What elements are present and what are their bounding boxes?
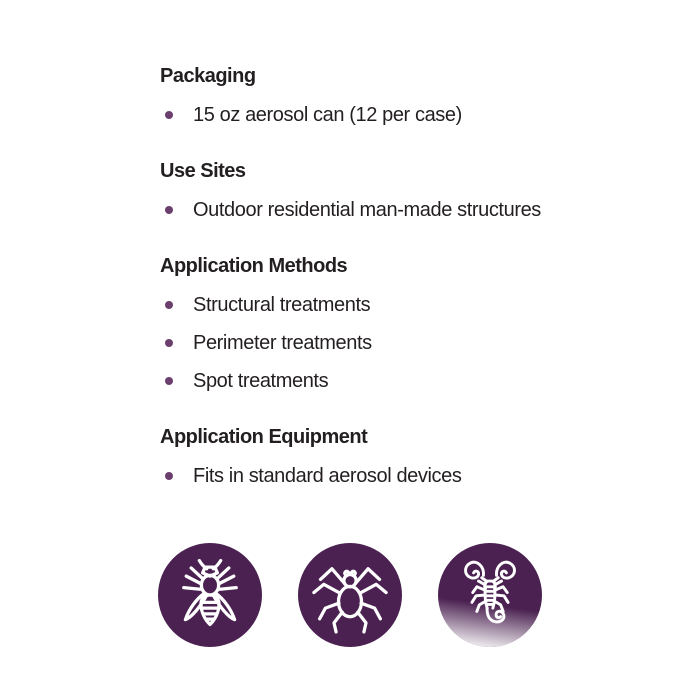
section-packaging bbox=[160, 64, 590, 127]
bullet-dot bbox=[165, 111, 173, 119]
bullet-dot bbox=[165, 472, 173, 480]
spider-icon bbox=[298, 543, 402, 647]
bullet-dot bbox=[165, 339, 173, 347]
section-heading-packaging: Packaging bbox=[160, 65, 256, 87]
section-heading-use-sites: Use Sites bbox=[160, 160, 246, 182]
list-item-text: Structural treatments bbox=[193, 294, 371, 316]
packaging-list bbox=[160, 103, 590, 127]
list-item-text: Spot treatments bbox=[193, 370, 329, 392]
list-item bbox=[160, 293, 590, 317]
bullet-dot bbox=[165, 301, 173, 309]
list-item bbox=[160, 331, 590, 355]
list-item bbox=[160, 464, 590, 488]
list-item-text: Fits in standard aerosol devices bbox=[193, 465, 462, 487]
wasp-icon bbox=[158, 543, 262, 647]
pest-icons-row bbox=[158, 543, 542, 647]
scorpion-icon bbox=[438, 543, 542, 647]
list-item-text: Perimeter treatments bbox=[193, 332, 372, 354]
bullet-dot bbox=[165, 206, 173, 214]
section-application-methods bbox=[160, 254, 590, 393]
list-item bbox=[160, 198, 590, 222]
list-item bbox=[160, 369, 590, 393]
use-sites-list bbox=[160, 198, 590, 222]
list-item-text: 15 oz aerosol can (12 per case) bbox=[193, 104, 462, 126]
section-heading-application-equipment: Application Equipment bbox=[160, 426, 368, 448]
list-item-text: Outdoor residential man-made structures bbox=[193, 199, 541, 221]
application-equipment-list bbox=[160, 464, 590, 488]
section-use-sites bbox=[160, 159, 590, 222]
bullet-dot bbox=[165, 377, 173, 385]
section-heading-application-methods: Application Methods bbox=[160, 255, 348, 277]
product-details bbox=[160, 64, 590, 520]
list-item bbox=[160, 103, 590, 127]
application-methods-list bbox=[160, 293, 590, 393]
section-application-equipment bbox=[160, 425, 590, 488]
